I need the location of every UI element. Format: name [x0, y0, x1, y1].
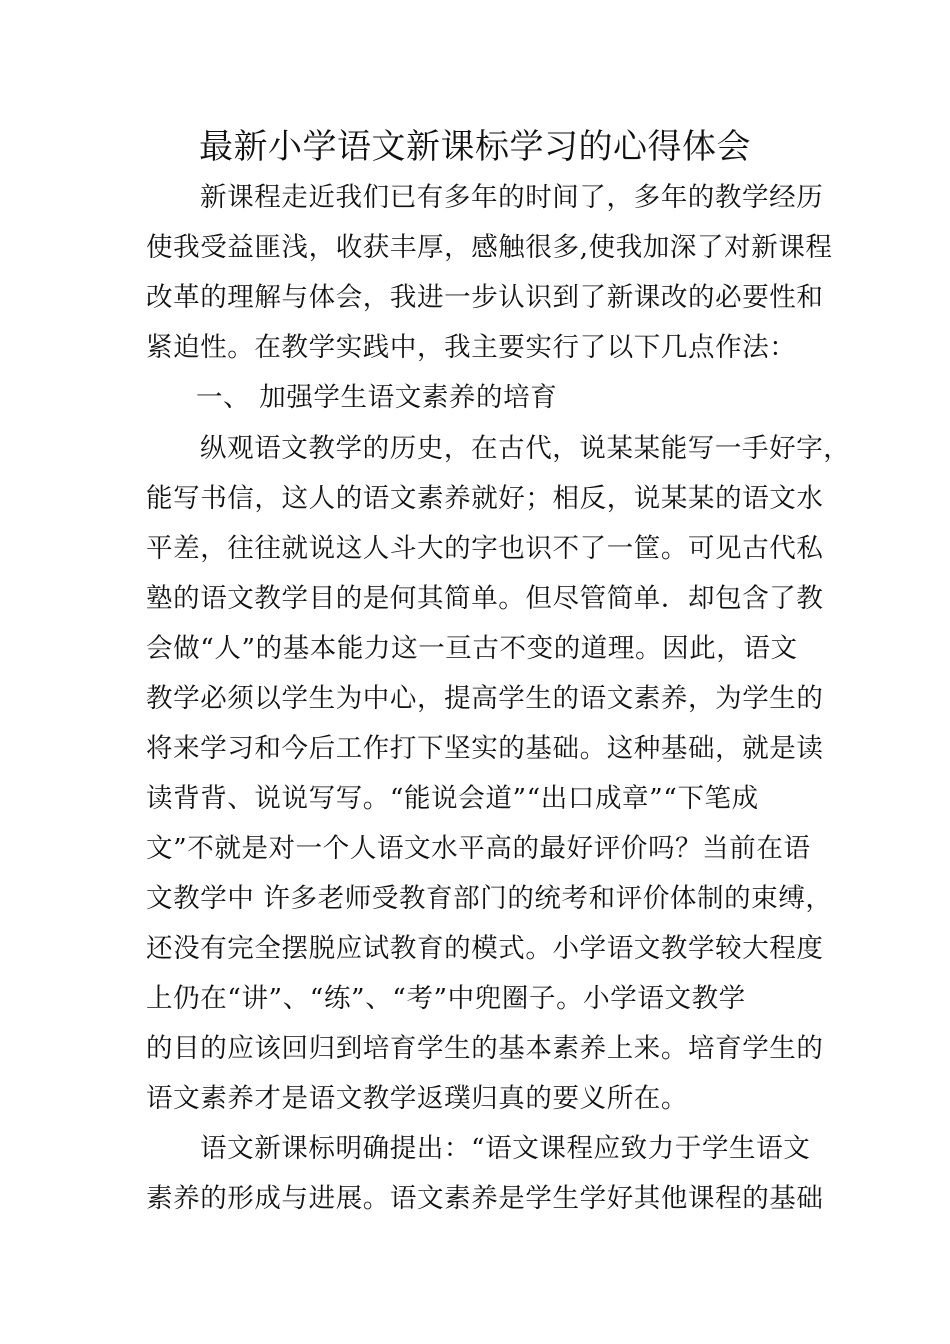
paragraph-line: 语文素养才是语文教学返璞归真的要义所在。	[146, 1083, 688, 1114]
paragraph-line: 文教学中 许多老师受教育部门的统考和评价体制的束缚，	[146, 883, 833, 914]
paragraph-line: 改革的理解与体会，我进一步认识到了新课改的必要性和	[146, 282, 824, 313]
paragraph-line: 文”不就是对一个人语文水平高的最好评价吗？当前在语	[146, 833, 811, 864]
paragraph-line: 新课程走近我们已有多年的时间了，多年的教学经历	[200, 182, 824, 213]
paragraph-line: 还没有完全摆脱应试教育的模式。小学语文教学较大程度	[146, 933, 824, 964]
document-title: 最新小学语文新课标学习的心得体会	[199, 127, 751, 167]
paragraph-line: 素养的形成与进展。语文素养是学生学好其他课程的基础	[146, 1183, 824, 1214]
paragraph-line: 上仍在“讲”、“练”、“考”中兜圈子。小学语文教学	[146, 983, 746, 1014]
paragraph-line: 平差，往往就说这人斗大的字也识不了一筐。可见古代私	[146, 533, 824, 564]
paragraph-line: 会做“人”的基本能力这一亘古不变的道理。因此，语文	[146, 633, 798, 664]
paragraph-line: 将来学习和今后工作打下坚实的基础。这种基础，就是读	[146, 733, 824, 764]
paragraph-line: 纵观语文教学的历史，在古代，说某某能写一手好字，	[200, 433, 851, 464]
paragraph-line: 使我受益匪浅，收获丰厚，感触很多,使我加深了对新课程	[146, 232, 833, 263]
paragraph-line: 语文新课标明确提出：“语文课程应致力于学生语文	[200, 1133, 811, 1164]
paragraph-line: 紧迫性。在教学实践中，我主要实行了以下几点作法：	[146, 332, 797, 363]
paragraph-line: 能写书信，这人的语文素养就好；相反，说某某的语文水	[146, 483, 824, 514]
paragraph-line: 的目的应该回归到培育学生的基本素养上来。培育学生的	[146, 1033, 824, 1064]
section-heading: 一、 加强学生语文素养的培育	[196, 382, 558, 413]
paragraph-line: 教学必须以学生为中心，提高学生的语文素养，为学生的	[146, 683, 824, 714]
paragraph-line: 塾的语文教学目的是何其简单。但尽管简单．却包含了教	[146, 583, 824, 614]
paragraph-line: 读背背、说说写写。“能说会道”“出口成章”“下笔成	[146, 783, 759, 814]
